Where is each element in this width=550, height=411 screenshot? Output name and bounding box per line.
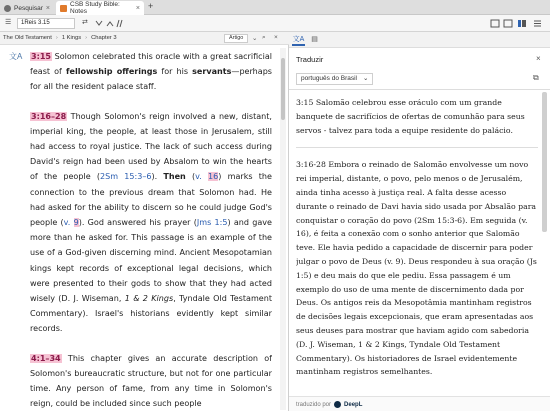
scrollbar-thumb[interactable] <box>542 92 547 232</box>
toolbar <box>0 15 550 32</box>
note-text: for his <box>157 67 193 77</box>
notes-content <box>30 49 272 411</box>
italic-title: 1 & 2 Kings <box>124 294 174 304</box>
footer-prefix: traduzido por <box>296 401 332 408</box>
view-selector[interactable]: Artigo <box>224 34 248 43</box>
breadcrumb-testament[interactable]: The Old Testament <box>3 35 52 41</box>
close-tab-icon[interactable]: × <box>135 4 140 12</box>
note-reference[interactable]: 4:1–34 <box>31 353 61 363</box>
scripture-link[interactable]: v. <box>195 172 202 182</box>
notes-panel <box>0 32 289 411</box>
study-note <box>30 351 272 411</box>
sync-icon[interactable]: ⇄ <box>82 19 88 26</box>
divider <box>289 89 550 90</box>
close-icon[interactable]: × <box>536 54 541 63</box>
close-tab-icon[interactable]: × <box>45 4 50 12</box>
deepl-logo-icon <box>334 401 341 408</box>
note-text: ( <box>185 172 196 182</box>
bold-term: fellowship offerings <box>65 67 158 77</box>
note-text: ) marks the connection to the previous dream that Solomon had. He had asked for the ability to discern so he could judge God's people ( <box>30 172 272 228</box>
note-text: ) and gave more than he asked for. This passage is an example of the use of a God-given discerning mind. Ancient Mesopotamian kings kept records of exceptional legal decisions, which were presented to their gods to show that they had acted wisely (D. J. Wiseman, <box>30 218 272 304</box>
notes-tab-icon <box>60 5 67 12</box>
notes-tab-icon[interactable]: ▤ <box>311 36 318 43</box>
language-select[interactable] <box>296 73 373 85</box>
panel-title: Traduzir <box>296 55 324 64</box>
tab-search[interactable] <box>0 1 54 15</box>
note-text: , Tyndale Old Testament Commentary). Israel's historians evidently kept similar records. <box>30 294 272 334</box>
translation-text <box>296 96 538 394</box>
verse-link[interactable]: 16 <box>208 172 219 182</box>
panel-tab-bar <box>289 32 550 48</box>
new-tab-button[interactable]: + <box>148 1 154 11</box>
panel-close-icon[interactable]: × <box>274 34 278 41</box>
scrollbar-thumb[interactable] <box>281 58 285 120</box>
scripture-link[interactable]: Jms 1:5 <box>196 218 228 228</box>
study-note <box>30 49 272 95</box>
chevron-down-icon[interactable]: ⌄ <box>252 35 258 42</box>
note-text: ). God answered his prayer ( <box>78 218 197 228</box>
chevron-down-icon: ⌄ <box>363 75 369 82</box>
translate-icon[interactable]: 文A <box>9 52 23 61</box>
menu-icon[interactable]: ☰ <box>5 19 12 26</box>
tab-label: CSB Study Bible: Notes <box>70 1 120 15</box>
scripture-link[interactable]: 2Sm 15:3–6 <box>99 172 152 182</box>
translation-footer <box>289 396 550 411</box>
reference-input[interactable]: 1Reis 3.15 <box>17 18 75 29</box>
study-note <box>30 109 272 337</box>
tab-strip <box>0 0 550 15</box>
copy-icon[interactable]: ⧉ <box>533 73 539 82</box>
note-text: —perhaps for all the resident palace staff. <box>30 67 272 92</box>
search-icon[interactable]: ⌕ <box>262 34 266 41</box>
translation-paragraph: 3:16-28 Embora o reinado de Salomão envolvesse um novo rei imperial, distante, o povo, pelo menos o de Jerusalém, ainda tinha acesso à justiça real. A falta desse acesso durante o reinado de Davi havia sido usada por Absalão para conquistar o coração do povo (2Sm 15:3-6). Em seguida (v. 16), é feita a conexão com o sonho anterior que Salomão teve. Ele havia pedido a capacidade de discernir para poder julgar o povo de Deus (v. 9). Deus respondeu à sua oração (Js 1:5) e deu mais do que ele pediu. Essa passagem é um exemplo do uso de uma mente de discernimento dada por Deus. Os antigos reis da Mesopotâmia mantinham registros de decisões legais excepcionais, que eram apresentadas aos seus deuses para mostrar que haviam agido com sabedoria (D. J. Wiseman, 1 & 2 Kings, Tyndale Old Testament Commentary). Os historiadores de Israel evidentemente mantinham registros semelhantes. <box>296 160 537 377</box>
note-reference[interactable]: 3:15 <box>31 52 52 61</box>
verse-link[interactable]: 9 <box>73 218 79 228</box>
toolbar-navigation-icons[interactable] <box>95 19 125 28</box>
note-text: This chapter gives an accurate description of Solomon's bureaucratic structure, but not for one particular time. Any person of fame, from any time in Solomon's reign, could be included since such people <box>30 353 272 409</box>
translate-panel <box>289 32 550 411</box>
search-tab-icon <box>4 5 11 12</box>
breadcrumb-chapter[interactable]: Chapter 3 <box>91 35 117 41</box>
footer-brand[interactable]: DeepL <box>344 401 363 408</box>
layout-controls-icons[interactable] <box>490 19 546 28</box>
breadcrumb-book[interactable]: 1 Kings <box>61 35 82 41</box>
translate-tab-icon[interactable]: 文A <box>292 34 305 46</box>
bold-term: servants <box>192 67 232 77</box>
breadcrumb <box>0 32 289 45</box>
note-text: Solomon celebrated this oracle with a great sacrificial feast of <box>30 52 272 77</box>
scripture-link[interactable]: v. <box>63 218 71 228</box>
note-reference[interactable]: 3:16–28 <box>31 111 67 121</box>
bold-term: Then <box>163 172 186 182</box>
tab-notes[interactable] <box>56 1 144 15</box>
divider <box>296 147 538 148</box>
note-text: Though Solomon's reign involved a new, distant, imperial king, the people, at least those in Jerusalem, still had access to royal justice. The lack of such access during David's reign had been used by Absalom to win the hearts of the people ( <box>30 111 272 182</box>
breadcrumb-separator-icon: › <box>85 35 88 41</box>
language-value: português do Brasil <box>301 75 358 82</box>
note-text: ). <box>151 172 164 182</box>
breadcrumb-separator-icon: › <box>55 35 58 41</box>
tab-label: Pesquisar <box>14 4 43 12</box>
translation-paragraph: 3:15 Salomão celebrou esse oráculo com um grande banquete de sacrifícios de ofertas de comunhão para seus servos - talvez para toda a equipe residente do palácio. <box>296 98 525 135</box>
